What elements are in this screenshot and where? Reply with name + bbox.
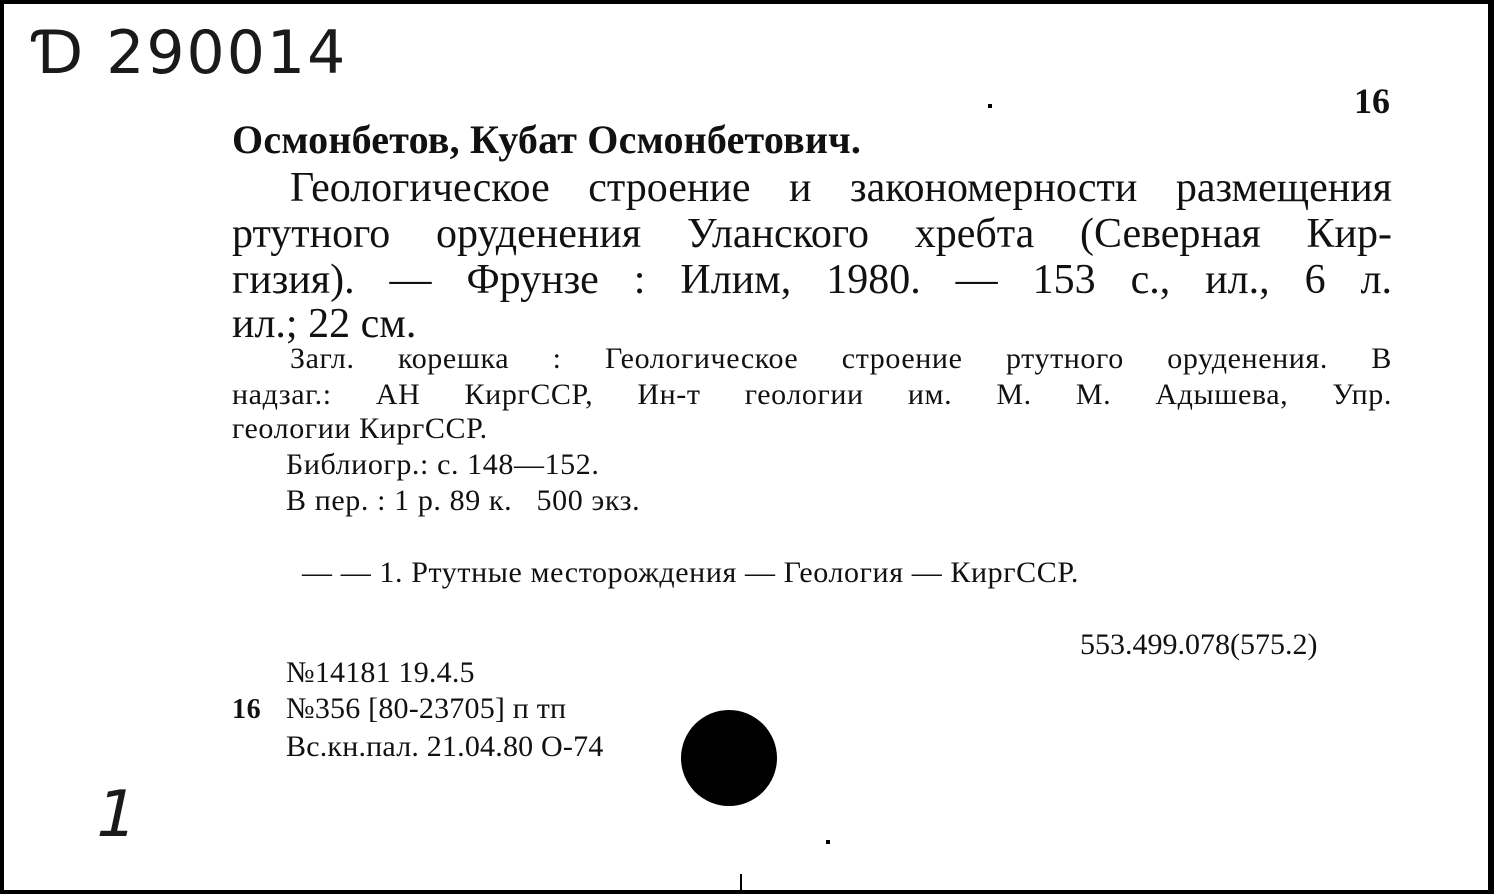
order-number: №14181 19.4.5 — [286, 656, 475, 689]
bibliography-note: Библиогр.: с. 148—152. — [286, 448, 600, 481]
price-and-print-run: В пер. : 1 р. 89 к. 500 экз. — [286, 484, 641, 517]
handwritten-mark: 1 — [88, 778, 145, 852]
punch-hole — [681, 710, 777, 806]
udc-classification: 553.499.078(575.2) — [1080, 628, 1318, 661]
speck-3 — [740, 874, 742, 890]
card-number: 16 — [1354, 81, 1390, 121]
note-line-1: Загл. корешка : Геологическое строение ртутного оруденения. В — [290, 342, 1392, 375]
print-line: №356 [80-23705] п тп — [286, 692, 567, 725]
speck-1 — [988, 104, 992, 108]
title-line-1: Геологическое строение и закономерности размещения — [290, 165, 1392, 211]
author-heading: Осмонбетов, Кубат Осмонбетович. — [232, 117, 862, 162]
speck-2 — [826, 840, 830, 844]
title-line-3: гизия). — Фрунзе : Илим, 1980. — 153 с., ил., 6 л. — [232, 257, 1392, 303]
handwritten-catalog-number: Ɗ 290014 — [34, 18, 348, 88]
book-chamber-line: Вс.кн.пал. 21.04.80 О-74 — [286, 730, 604, 763]
print-line-prefix: 16 — [232, 694, 262, 725]
note-line-2: надзаг.: АН КиргССР, Ин-т геологии им. М. М. Адышева, Упр. — [232, 378, 1392, 411]
note-line-3: геологии КиргССР. — [232, 412, 488, 445]
title-line-4: ил.; 22 см. — [232, 301, 417, 347]
subject-heading: — — 1. Ртутные месторождения — Геология — КиргССР. — [302, 556, 1080, 589]
title-line-2: ртутного оруденения Уланского хребта (Северная Кир- — [232, 211, 1392, 257]
